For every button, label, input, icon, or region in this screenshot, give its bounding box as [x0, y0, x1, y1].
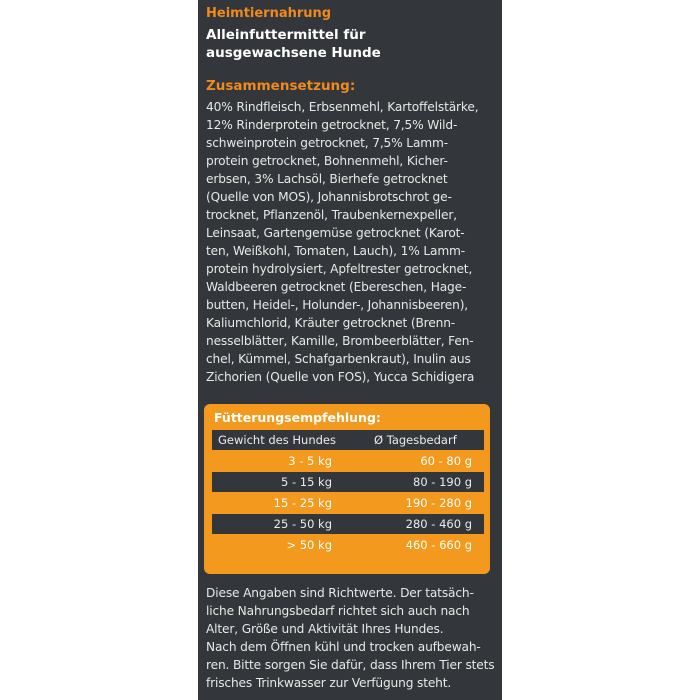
composition-text: [206, 98, 502, 386]
feeding-note: [206, 584, 502, 692]
note-line: liche Nahrungsbedarf richtet sich auch nach: [206, 604, 470, 618]
daily-cell: 460 - 660 g: [405, 538, 472, 552]
composition-line: ten, Weißkohl, Tomaten, Lauch), 1% Lamm-: [206, 244, 466, 258]
composition-line: erbsen, 3% Lachsöl, Bierhefe getrocknet: [206, 172, 448, 186]
composition-line: nesselblätter, Kamille, Brombeerblätter, Fen-: [206, 334, 474, 348]
note-line: ren. Bitte sorgen Sie dafür, dass Ihrem Tier stets: [206, 658, 495, 672]
weight-cell: 25 - 50 kg: [273, 517, 332, 531]
feeding-recommendation-box: [204, 404, 490, 574]
note-line: Nach dem Öffnen kühl und trocken aufbewah-: [206, 640, 481, 654]
weight-cell: > 50 kg: [286, 538, 332, 552]
weight-cell: 15 - 25 kg: [273, 496, 332, 510]
daily-cell: 280 - 460 g: [405, 517, 472, 531]
column-header-weight: Gewicht des Hundes: [218, 433, 336, 447]
table-row: [212, 514, 484, 534]
product-type: Heimtiernahrung: [206, 6, 332, 21]
composition-line: chel, Kümmel, Schafgarbenkraut), Inulin aus: [206, 352, 471, 366]
weight-cell: 3 - 5 kg: [288, 454, 332, 468]
column-header-daily: Ø Tagesbedarf: [374, 433, 457, 447]
feeding-table-header: [212, 430, 484, 450]
composition-line: (Quelle von MOS), Johannisbrotschrot ge-: [206, 190, 452, 204]
table-row: [212, 451, 484, 471]
composition-line: Leinsaat, Gartengemüse getrocknet (Karot-: [206, 226, 465, 240]
daily-cell: 190 - 280 g: [405, 496, 472, 510]
composition-line: protein hydrolysiert, Apfeltrester getrocknet,: [206, 262, 473, 276]
note-line: Diese Angaben sind Richtwerte. Der tatsäch-: [206, 586, 474, 600]
label-panel: [198, 0, 502, 700]
weight-cell: 5 - 15 kg: [280, 475, 332, 489]
composition-line: Kaliumchlorid, Kräuter getrocknet (Brenn-: [206, 316, 456, 330]
composition-line: 40% Rindfleisch, Erbsenmehl, Kartoffelstärke,: [206, 100, 479, 114]
table-row: [212, 535, 484, 555]
daily-cell: 60 - 80 g: [420, 454, 472, 468]
composition-line: 12% Rinderprotein getrocknet, 7,5% Wild-: [206, 118, 458, 132]
product-description: [206, 26, 496, 62]
composition-line: butten, Heidel-, Holunder-, Johannisbeeren),: [206, 298, 469, 312]
daily-cell: 80 - 190 g: [413, 475, 472, 489]
note-line: frisches Trinkwasser zur Verfügung steht.: [206, 676, 452, 690]
composition-line: protein getrocknet, Bohnenmehl, Kicher-: [206, 154, 448, 168]
table-row: [212, 472, 484, 492]
note-line: Alter, Größe und Aktivität Ihres Hundes.: [206, 622, 444, 636]
product-description-line: ausgewachsene Hunde: [206, 45, 381, 61]
composition-line: Zichorien (Quelle von FOS), Yucca Schidigera: [206, 370, 475, 384]
table-row: [212, 493, 484, 513]
product-description-line: Alleinfuttermittel für: [206, 27, 366, 43]
composition-line: Waldbeeren getrocknet (Ebereschen, Hage-: [206, 280, 467, 294]
composition-line: schweinprotein getrocknet, 7,5% Lamm-: [206, 136, 448, 150]
composition-line: trocknet, Pflanzenöl, Traubenkernexpeller,: [206, 208, 457, 222]
feeding-title: Fütterungsempfehlung:: [214, 410, 381, 425]
composition-heading: Zusammensetzung:: [206, 78, 356, 94]
